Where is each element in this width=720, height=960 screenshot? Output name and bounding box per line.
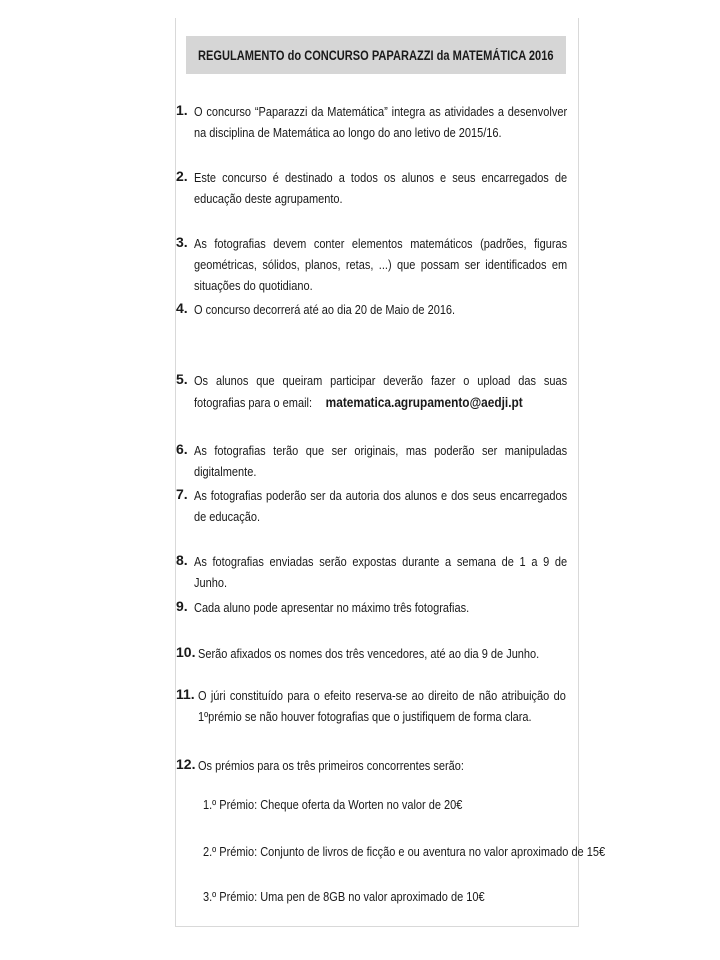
prize-item: 2.º Prémio: Conjunto de livros de ficção e ou aventura no valor aproximado de 15€ [203, 845, 606, 859]
rule-text: Cada aluno pode apresentar no máximo três fotografias. [194, 601, 470, 615]
rule-number: 7. [176, 486, 188, 502]
document-title: REGULAMENTO do CONCURSO PAPARAZZI da MATEMÁTICA 2016 [198, 47, 554, 63]
rule-text-body: Os alunos que queiram participar deverão fazer o upload das suas fotografias para o email: [194, 374, 568, 410]
rule-text: Este concurso é destinado a todos os alunos e seus encarregados de educação deste agrupamento. [194, 171, 568, 206]
rule-number: 8. [176, 552, 188, 568]
rule-text: O júri constituído para o efeito reserva-se ao direito de não atribuição do 1ºprémio se não houver fotografias que o justifiquem de forma clara. [198, 689, 566, 724]
rule-number: 2. [176, 168, 188, 184]
rule-number: 6. [176, 441, 188, 457]
rule-text: As fotografias terão que ser originais, mas poderão ser manipuladas digitalmente. [194, 444, 568, 479]
rule-number: 10. [176, 644, 196, 660]
rule-text: As fotografias devem conter elementos matemáticos (padrões, figuras geométricas, sólidos, planos, retas, ...) que possam ser identificados em situações do quotidiano. [194, 237, 568, 293]
rule-text: Os prémios para os três primeiros concorrentes serão: [198, 759, 464, 773]
title-banner [186, 36, 566, 74]
prize-item: 3.º Prémio: Uma pen de 8GB no valor aproximado de 10€ [203, 890, 485, 904]
rule-text [194, 371, 567, 414]
rule-text: As fotografias poderão ser da autoria dos alunos e dos seus encarregados de educação. [194, 489, 568, 524]
rule-text: As fotografias enviadas serão expostas durante a semana de 1 a 9 de Junho. [194, 555, 568, 590]
rule-number: 5. [176, 371, 188, 387]
rule-text: O concurso decorrerá até ao dia 20 de Maio de 2016. [194, 303, 456, 317]
rule-number: 4. [176, 300, 188, 316]
rule-number: 9. [176, 598, 188, 614]
rule-text: Serão afixados os nomes dos três vencedores, até ao dia 9 de Junho. [198, 647, 540, 661]
rule-number: 12. [176, 756, 196, 772]
rule-number: 3. [176, 234, 188, 250]
rule-text: O concurso “Paparazzi da Matemática” integra as atividades a desenvolver na disciplina de Matemática ao longo do ano letivo de 2015/16. [194, 105, 568, 140]
document-page [175, 18, 606, 927]
prize-item: 1.º Prémio: Cheque oferta da Worten no valor de 20€ [203, 798, 463, 812]
contact-email[interactable]: matematica.agrupamento@aedji.pt [325, 395, 523, 410]
rule-number: 11. [176, 686, 195, 702]
rule-number: 1. [176, 102, 188, 118]
